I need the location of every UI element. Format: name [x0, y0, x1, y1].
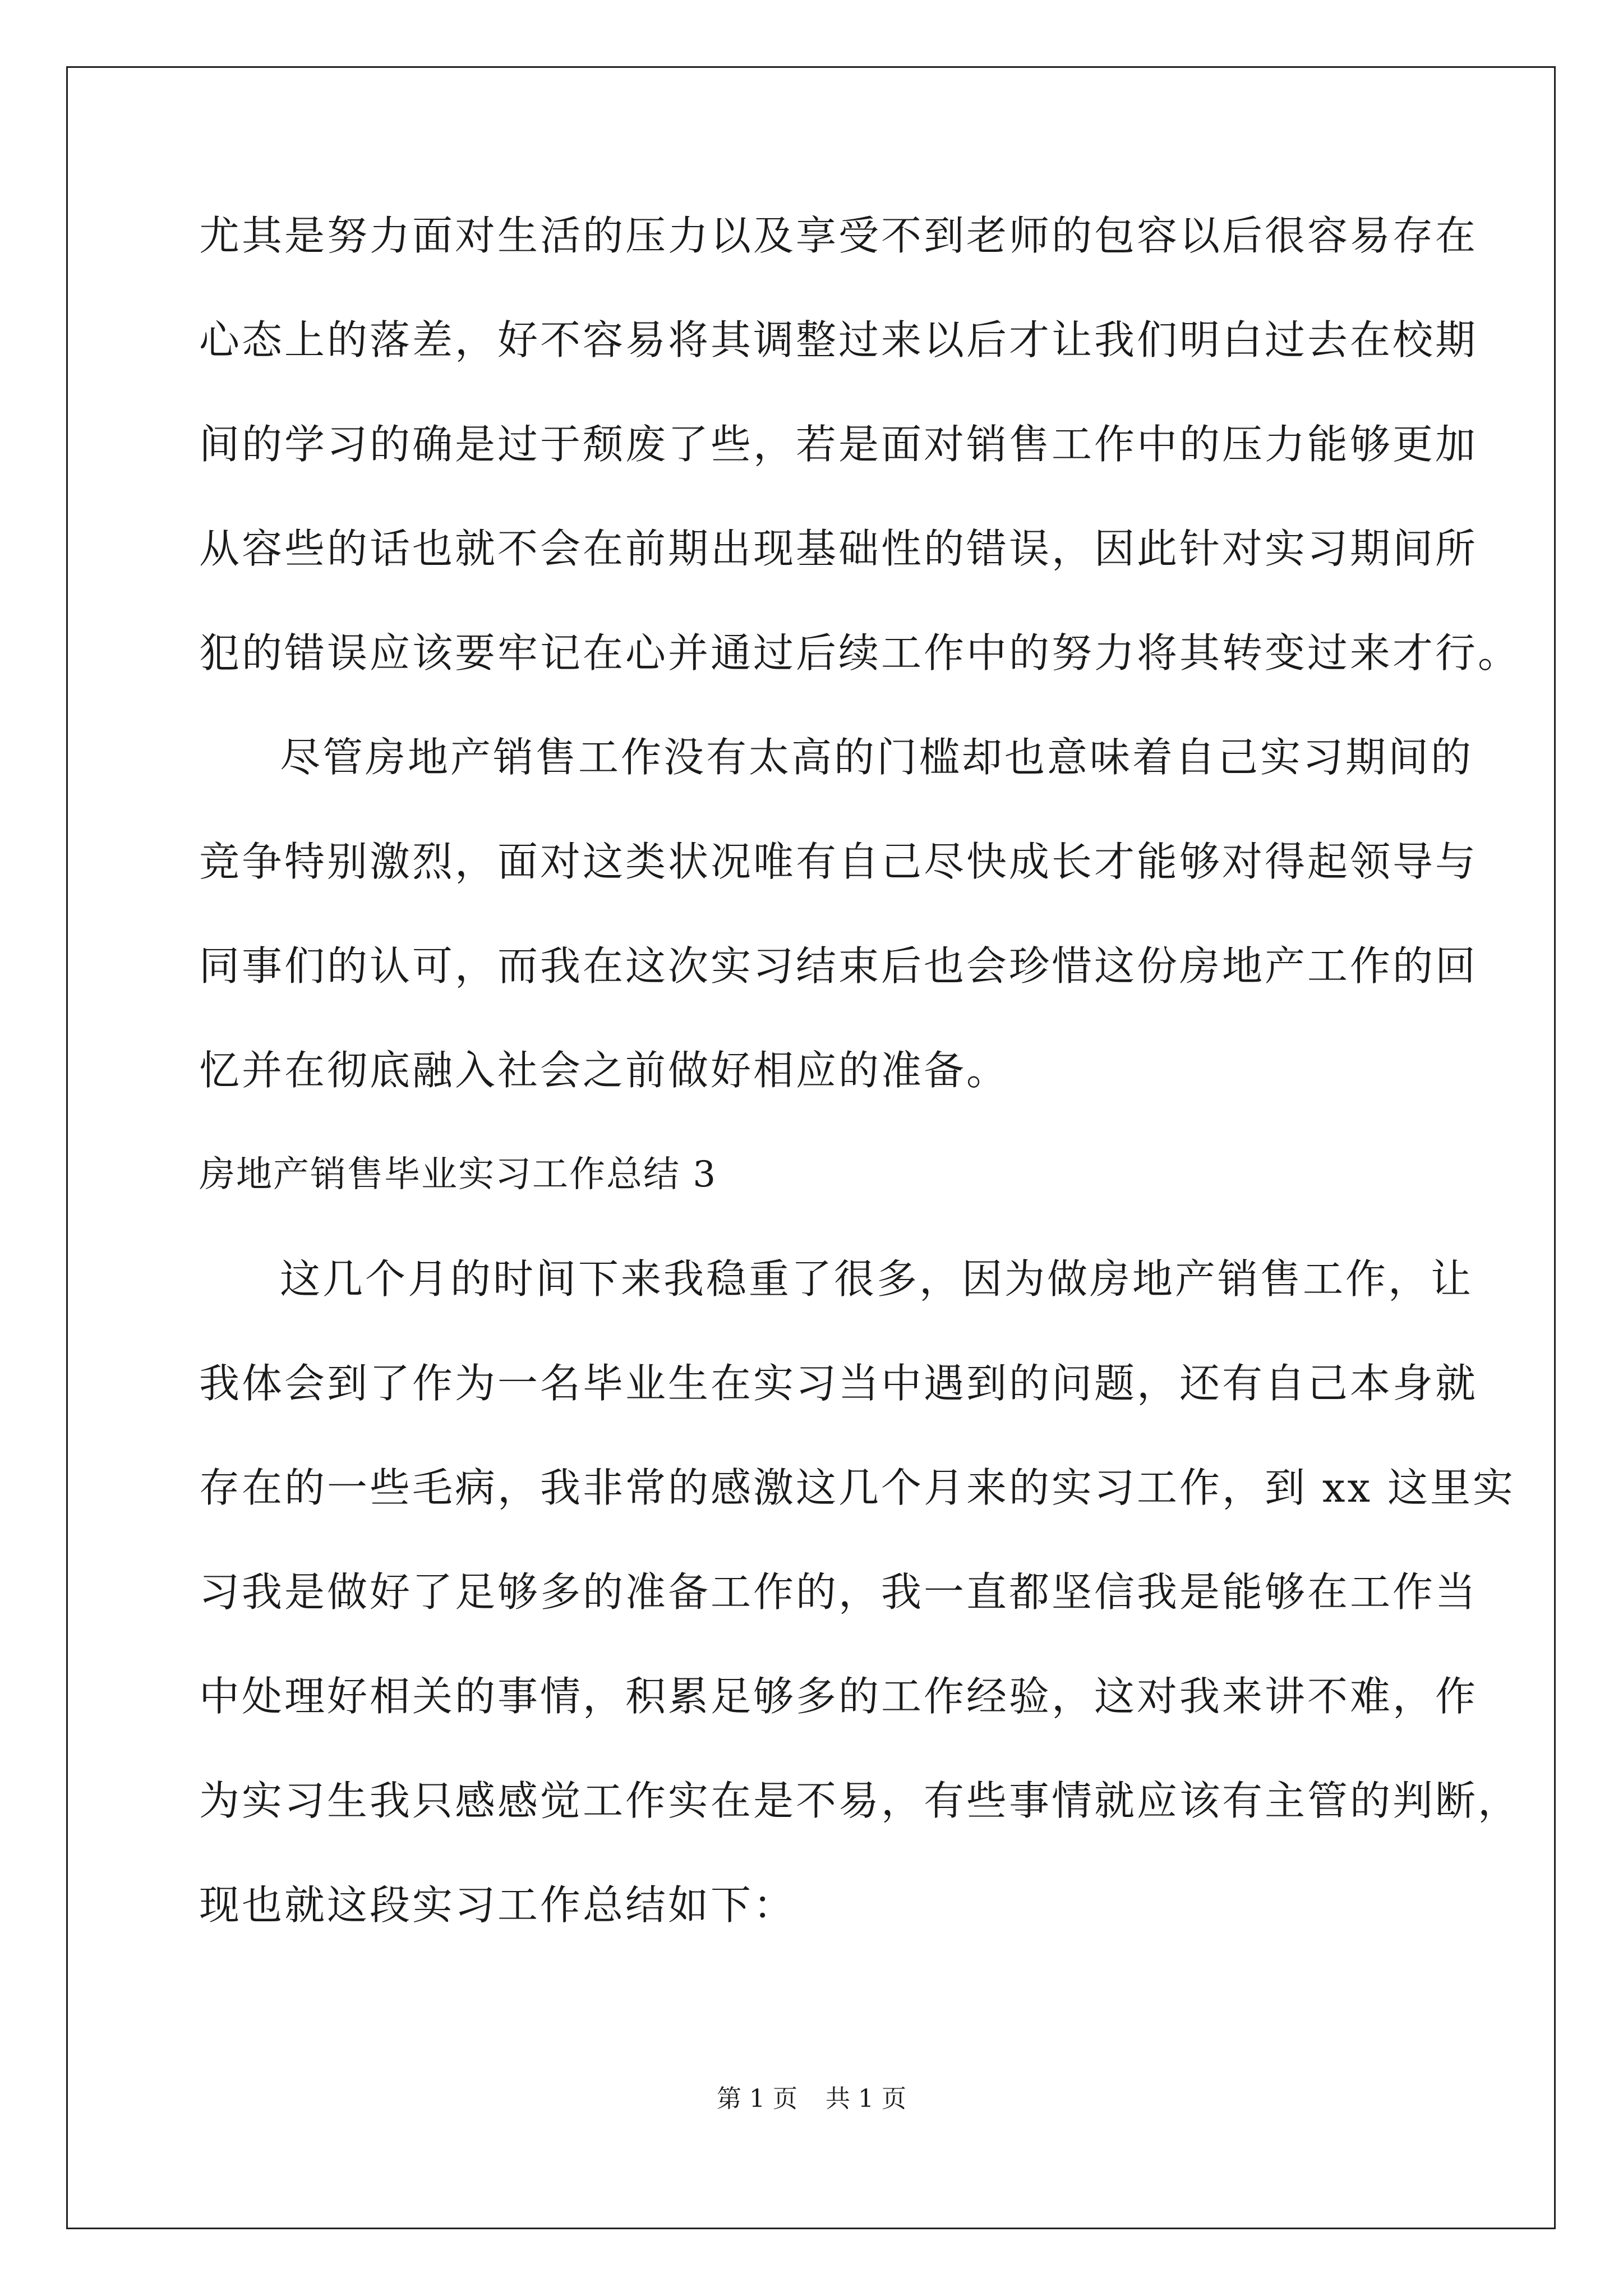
page-footer — [0, 2082, 1623, 2116]
paragraph-line: 习我是做好了足够多的准备工作的，我一直都坚信我是能够在工作当 — [199, 1568, 1478, 1616]
paragraph-line: 忆并在彻底融入社会之前做好相应的准备。 — [199, 1047, 1009, 1094]
paragraph-line: 为实习生我只感感觉工作实在是不易，有些事情就应该有主管的判断， — [199, 1777, 1521, 1824]
paragraph-line: 竞争特别激烈，面对这类状况唯有自己尽快成长才能够对得起领导与 — [199, 838, 1478, 885]
paragraph-line: 犯的错误应该要牢记在心并通过后续工作中的努力将其转变过来才行。 — [199, 629, 1521, 677]
paragraph-line: 现也就这段实习工作总结如下： — [199, 1881, 796, 1929]
paragraph-line: 存在的一些毛病，我非常的感激这几个月来的实习工作，到 xx 这里实 — [199, 1464, 1515, 1511]
paragraph-line: 从容些的话也就不会在前期出现基础性的错误，因此针对实习期间所 — [199, 525, 1478, 572]
paragraph-line: 中处理好相关的事情，积累足够多的工作经验，这对我来讲不难，作 — [199, 1673, 1478, 1720]
paragraph-line: 尽管房地产销售工作没有太高的门槛却也意味着自己实习期间的 — [280, 734, 1474, 781]
page-total: 共 1 页 — [826, 2085, 906, 2113]
section-heading: 房地产销售毕业实习工作总结 3 — [199, 1154, 717, 1195]
page-number: 第 1 页 — [717, 2085, 797, 2113]
paragraph-line: 间的学习的确是过于颓废了些，若是面对销售工作中的压力能够更加 — [199, 421, 1478, 468]
paragraph-line: 同事们的认可，而我在这次实习结束后也会珍惜这份房地产工作的回 — [199, 942, 1478, 990]
paragraph-line: 心态上的落差，好不容易将其调整过来以后才让我们明白过去在校期 — [199, 316, 1478, 364]
paragraph-line: 尤其是努力面对生活的压力以及享受不到老师的包容以后很容易存在 — [199, 212, 1478, 259]
paragraph-line: 这几个月的时间下来我稳重了很多，因为做房地产销售工作，让 — [280, 1255, 1474, 1303]
paragraph-line: 我体会到了作为一名毕业生在实习当中遇到的问题，还有自己本身就 — [199, 1360, 1478, 1407]
